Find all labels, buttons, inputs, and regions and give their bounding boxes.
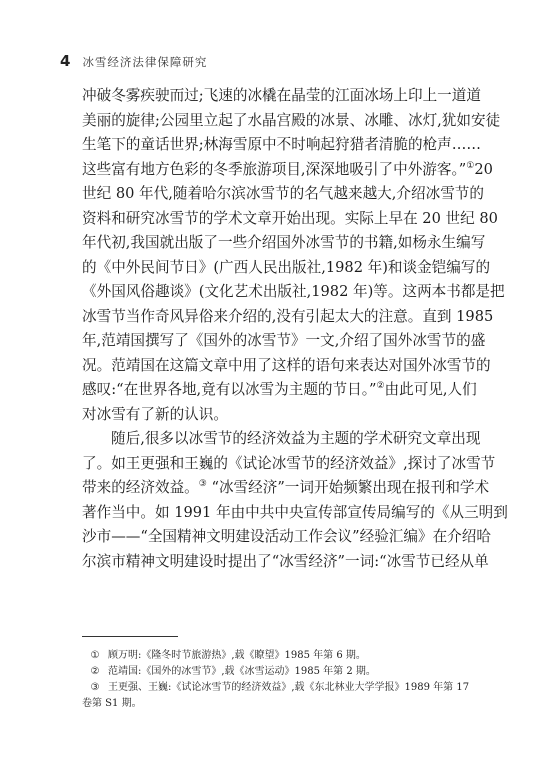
footnote-item — [82, 648, 482, 664]
text-line: 对冰雪有了新的认识。 — [82, 405, 228, 423]
text-line: 冲破冬雾疾驶而过;飞速的冰橇在晶莹的江面冰场上印上一道道 — [82, 87, 481, 104]
footnote-text: 王更强、王巍:《试论冰雪节的经济效益》,载《东北林业大学学报》1989 年第 17 — [108, 682, 470, 693]
footnote-mark: ② — [90, 666, 100, 677]
text-line: 世纪 80 年代,随着哈尔滨冰雪节的名气越来越大,介绍冰雪节的 — [82, 185, 484, 202]
text-line: 生笔下的童话世界;林海雪原中不时响起狩猎者清脆的枪声…… — [82, 136, 481, 153]
footnote-item — [82, 680, 482, 696]
text-line — [82, 158, 493, 183]
footnote-divider — [82, 636, 178, 637]
text-line: 冰雪节当作奇风异俗来介绍的,没有引起太大的注意。直到 1985 — [82, 307, 494, 325]
text-segment: 随后,很多以冰雪节的经济效益为主题的学术研究文章出现 — [111, 430, 481, 447]
text-line: 年,范靖国撰写了《国外的冰雪节》一文,介绍了国外冰雪节的盛 — [82, 332, 486, 349]
footnotes — [82, 648, 482, 712]
text-line: 美丽的旋律;公园里立起了水晶宫殿的冰景、冰雕、冰灯,犹如安徒 — [82, 111, 501, 129]
running-title: 冰雪经济法律保障研究 — [82, 55, 208, 69]
footnote-continuation: 卷第 S1 期。 — [82, 698, 142, 709]
text-line — [82, 427, 482, 452]
text-segment: 感叹:“在世界各地,竟有以冰雪为主题的节日。” — [82, 381, 377, 398]
text-segment: 由此可见,人们 — [384, 381, 477, 398]
footnote-item — [82, 664, 482, 680]
text-line — [82, 476, 490, 501]
text-segment: “冰雪经济”一词开始频繁出现在报刊和学术 — [211, 479, 490, 496]
text-line: 了。如王更强和王巍的《试论冰雪节的经济效益》,探讨了冰雪节 — [82, 454, 496, 472]
footnote-mark: ① — [90, 650, 100, 661]
footnote-mark: ③ — [90, 682, 100, 693]
footnote-ref: ① — [466, 160, 475, 171]
footnote-text: 范靖国:《国外的冰雪节》,载《冰雪运动》1985 年第 2 期。 — [108, 666, 376, 677]
text-line — [82, 378, 482, 403]
text-line: 尔滨市精神文明建设时提出了“冰雪经济”一词:“冰雪节已经从单 — [82, 552, 489, 570]
text-segment: 这些富有地方色彩的冬季旅游项目,深深地吸引了中外游客。” — [82, 160, 467, 178]
footnote-ref: ③ — [198, 479, 207, 490]
text-line: 资料和研究冰雪节的学术文章开始出现。实际上早在 20 世纪 80 — [82, 209, 498, 227]
footnote-text: 顾万明:《隆冬时节旅游热》,载《瞭望》1985 年第 6 期。 — [108, 650, 366, 661]
text-line: 著作当中。如 1991 年由中共中央宣传部宣传局编写的《从三明到 — [82, 503, 508, 521]
footnote-ref: ② — [376, 381, 385, 392]
text-line: 的《中外民间节日》(广西人民出版社,1982 年)和谈金铠编写的 — [82, 258, 491, 276]
main-text — [82, 84, 508, 574]
text-line: 沙市——“全国精神文明建设活动工作会议”经验汇编》在介绍哈 — [82, 528, 491, 545]
text-line: 年代初,我国就出版了一些介绍国外冰雪节的书籍,如杨永生编写 — [82, 234, 486, 251]
text-line: 况。范靖国在这篇文章中用了这样的语句来表达对国外冰雪节的 — [82, 356, 491, 374]
page-header — [60, 52, 207, 70]
text-segment: 带来的经济效益。 — [82, 479, 199, 496]
page-number: 4 — [60, 52, 71, 70]
text-line: 《外国风俗趣谈》(文化艺术出版社,1982 年)等。这两本书都是把 — [82, 283, 505, 300]
text-segment: 20 — [474, 160, 493, 178]
